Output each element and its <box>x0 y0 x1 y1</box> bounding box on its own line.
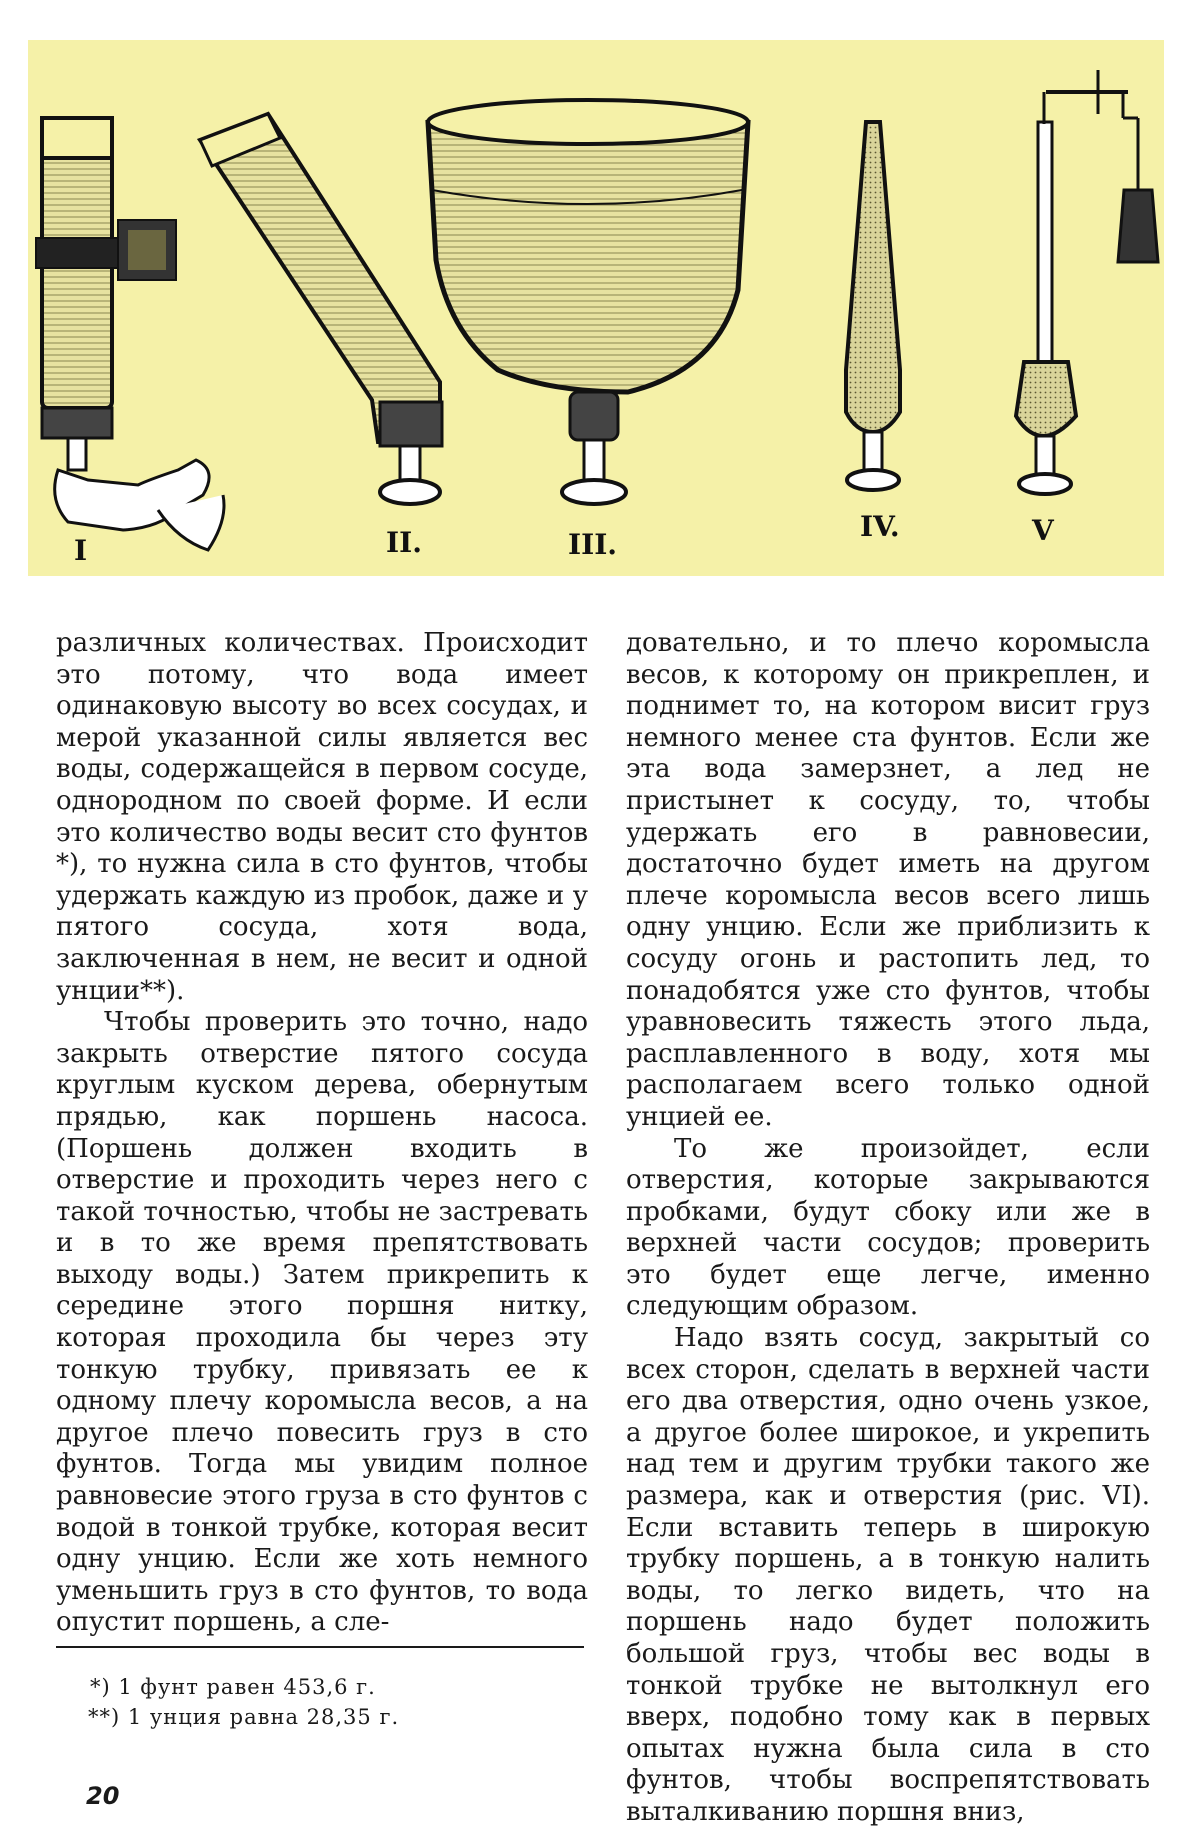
paragraph: Чтобы проверить это точно, надо закрыть отверстие пятого сосуда круглым куском дерева, обернутым прядью, как поршень насоса. (Поршень должен входить в отверстие и проходить через него с такой точностью, чтобы не застревать и в то же время препятствовать выходу воды.) Затем прикрепить к середине этого поршня нитку, которая проходила бы через эту тонкую трубку, привязать ее к одному плечу коромысла весов, а на другое плечо повесить груз в сто фунтов. Тогда мы увидим полное равновесие этого груза в сто фунтов с водой в тонкой трубке, которая весит одну унцию. Если же хоть немного уменьшить груз в сто фунтов, то вода опустит поршень, а сле- <box>56 1007 589 1638</box>
text-column-left <box>56 628 588 1639</box>
paragraph: довательно, и то плечо коромысла весов, к которому он прикреплен, и поднимет то, на котором висит груз немного менее ста фунтов. Если же эта вода замерзнет, а лед не пристынет к сосуду, то, чтобы удержать его в равновесии, достаточно будет иметь на другом плече коромысла весов всего лишь одну унцию. Если же приблизить к сосуду огонь и растопить лед, то понадобятся уже сто фунтов, чтобы уравновесить тяжесть этого льда, расплавленного в воду, хотя мы располагаем всего только одной унцией ее. <box>626 628 1150 1132</box>
footnotes <box>56 1672 584 1732</box>
vessel-3 <box>428 100 748 504</box>
paragraph: То же произойдет, если отверстия, которые закрываются пробками, будут сбоку или же в верхней части сосудов; проверить это будет еще легче, именно следующим образом. <box>626 1133 1150 1322</box>
figure-label-4: IV. <box>860 510 900 543</box>
vessel-5 <box>1016 70 1158 494</box>
figure-label-3: III. <box>568 528 618 561</box>
text-column-right <box>626 628 1150 1829</box>
page-number: 20 <box>86 1782 120 1810</box>
vessel-4 <box>846 122 900 490</box>
figure-label-2: II. <box>386 526 422 559</box>
footnote-2: **) 1 унция равна 28,35 г. <box>88 1705 400 1729</box>
vessel-1 <box>36 118 224 550</box>
paragraph: различных количествах. Происходит это потому, что вода имеет одинаковую высоту во всех сосудах, и мерой указанной силы является вес воды, содержащейся в первом сосуде, однородном по своей форме. И если это количество воды весит сто фунтов *), то нужна сила в сто фунтов, чтобы удержать каждую из пробок, даже и у пятого сосуда, хотя вода, заключенная в нем, не весит и одной унции**). <box>56 628 588 1006</box>
figure-label-1: I <box>74 534 88 567</box>
figure-label-5: V <box>1032 514 1054 547</box>
vessel-2 <box>200 114 442 504</box>
footnote-1: *) 1 фунт равен 453,6 г. <box>90 1675 376 1699</box>
footnote-divider <box>56 1646 584 1648</box>
figure-illustration <box>28 40 1164 576</box>
vessels-engraving <box>28 40 1164 576</box>
paragraph: Надо взять сосуд, закрытый со всех сторон, сделать в верхней части его два отверстия, одно очень узкое, а другое более широкое, и укрепить над тем и другим трубки такого же размера, как и отверстия (рис. VI). Если вставить теперь в широкую трубку поршень, а в тонкую налить воды, то легко видеть, что на поршень надо будет положить большой груз, чтобы вес воды в тонкой трубке не вытолкнул его вверх, подобно тому как в первых опытах нужна была сила в сто фунтов, чтобы воспрепятствовать выталкиванию поршня вниз, <box>626 1323 1150 1827</box>
